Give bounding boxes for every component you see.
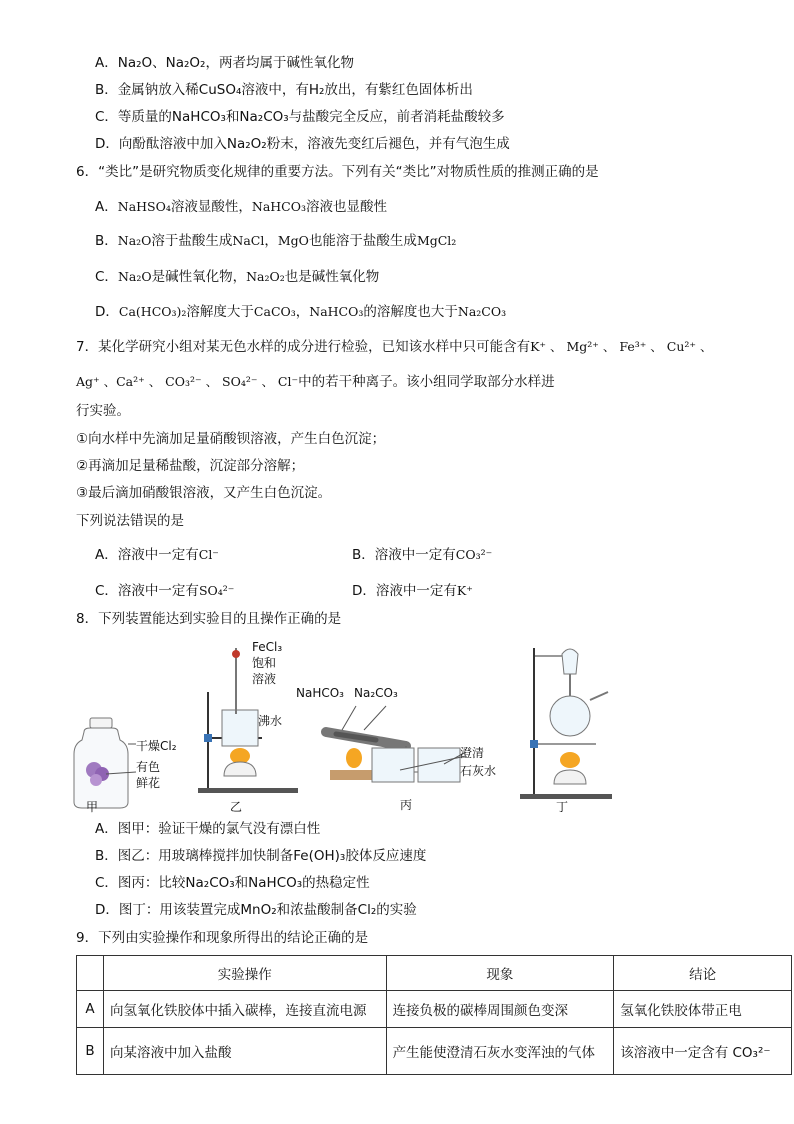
fig-yi-label-2: 饱和 [252, 656, 277, 670]
q9-table [76, 955, 792, 1075]
q5-option-c: C．等质量的NaHCO₃和Na₂CO₃与盐酸完全反应，前者消耗盐酸较多 [95, 109, 505, 125]
table-header-cell: 实验操作 [103, 956, 386, 991]
q7-step-1: ①向水样中先滴加足量硝酸钡溶液，产生白色沉淀； [76, 431, 386, 447]
fig-bing-label-4: 石灰水 [460, 764, 497, 778]
table-cell: 向某溶液中加入盐酸 [103, 1028, 386, 1075]
table-cell: B [77, 1028, 104, 1075]
q5-option-b: B．金属钠放入稀CuSO₄溶液中，有H₂放出，有紫红色固体析出 [95, 82, 473, 98]
q6-option-d: D．Ca(HCO₃)₂溶解度大于CaCO₃，NaHCO₃的溶解度也大于Na₂CO₃ [95, 304, 507, 320]
fig-bing-label-3: 澄清 [460, 746, 485, 760]
q6-stem: 6．“类比”是研究物质变化规律的重要方法。下列有关“类比”对物质性质的推测正确的是 [76, 164, 599, 180]
q7-option-b: B．溶液中一定有CO₃²⁻ [352, 547, 493, 563]
figure-jia [70, 714, 190, 814]
q6-option-a: A．NaHSO₄溶液显酸性，NaHCO₃溶液也显酸性 [95, 199, 387, 215]
q7-stem-end: 行实验。 [76, 403, 130, 419]
q8-option-d: D．图丁：用该装置完成MnO₂和浓盐酸制备Cl₂的实验 [95, 902, 417, 918]
q7-option-c: C．溶液中一定有SO₄²⁻ [95, 583, 235, 599]
table-header-cell: 现象 [386, 956, 614, 991]
table-cell: 氢氧化铁胶体带正电 [614, 991, 792, 1028]
table-header-cell: 结论 [614, 956, 792, 991]
fig-jia-label-3: 鲜花 [136, 776, 161, 790]
table-cell: 该溶液中一定含有 CO₃²⁻ [614, 1028, 792, 1075]
table-cell: 连接负极的碳棒周围颜色变深 [386, 991, 614, 1028]
fig-jia-caption: 甲 [86, 800, 99, 814]
table-row [77, 1028, 792, 1075]
table-cell: 向氢氧化铁胶体中插入碳棒，连接直流电源 [103, 991, 386, 1028]
q8-option-c: C．图丙：比较Na₂CO₃和NaHCO₃的热稳定性 [95, 875, 370, 891]
q5-option-a: A．Na₂O、Na₂O₂，两者均属于碱性氧化物 [95, 55, 354, 71]
q6-option-c: C．Na₂O是碱性氧化物，Na₂O₂也是碱性氧化物 [95, 269, 380, 285]
fig-ding-caption: 丁 [556, 800, 569, 814]
table-cell: A [77, 991, 104, 1028]
q7-stem: 7．某化学研究小组对某无色水样的成分进行检验，已知该水样中只可能含有K⁺ 、 Mg²⁺ 、 Fe³⁺ 、 Cu²⁺ 、 [76, 339, 713, 355]
q7-option-d: D．溶液中一定有K⁺ [352, 583, 473, 599]
q8-option-b: B．图乙：用玻璃棒搅拌加快制备Fe(OH)₃胶体反应速度 [95, 848, 427, 864]
fig-yi-label-1: FeCl₃ [252, 640, 283, 654]
q7-ask: 下列说法错误的是 [76, 513, 184, 529]
fig-jia-label-1: 干燥Cl₂ [136, 739, 177, 753]
figure-bing [296, 686, 496, 816]
fig-yi-label-3: 溶液 [252, 672, 277, 686]
q9-stem: 9．下列由实验操作和现象所得出的结论正确的是 [76, 930, 369, 946]
q7-option-a: A．溶液中一定有Cl⁻ [95, 547, 219, 563]
q7-step-3: ③最后滴加硝酸银溶液，又产生白色沉淀。 [76, 485, 332, 501]
table-header-cell [77, 956, 104, 991]
table-cell: 产生能使澄清石灰水变浑浊的气体 [386, 1028, 614, 1075]
q8-option-a: A．图甲：验证干燥的氯气没有漂白性 [95, 821, 321, 837]
q7-step-2: ②再滴加足量稀盐酸，沉淀部分溶解； [76, 458, 305, 474]
fig-bing-label-2: Na₂CO₃ [354, 686, 398, 700]
q7-stem-cont: Ag⁺ 、Ca²⁺ 、 CO₃²⁻ 、 SO₄²⁻ 、 Cl⁻中的若干种离子。该小组同学取部分水样进 [76, 374, 555, 390]
table-row [77, 991, 792, 1028]
q5-option-d: D．向酚酞溶液中加入Na₂O₂粉末，溶液先变红后褪色，并有气泡生成 [95, 136, 510, 152]
fig-yi-caption: 乙 [230, 800, 243, 814]
q6-option-b: B．Na₂O溶于盐酸生成NaCl，MgO也能溶于盐酸生成MgCl₂ [95, 233, 457, 249]
chlorine-generator-icon [516, 644, 614, 816]
fig-bing-label-1: NaHCO₃ [296, 686, 344, 700]
figure-ding [516, 644, 614, 816]
fig-bing-caption: 丙 [400, 798, 413, 812]
q8-stem: 8．下列装置能达到实验目的且操作正确的是 [76, 611, 342, 627]
fig-jia-label-2: 有色 [136, 760, 161, 774]
boiling-apparatus-icon [196, 640, 302, 816]
figure-yi [196, 640, 302, 816]
table-header-row [77, 956, 792, 991]
fig-yi-label-4: 沸水 [258, 714, 283, 728]
